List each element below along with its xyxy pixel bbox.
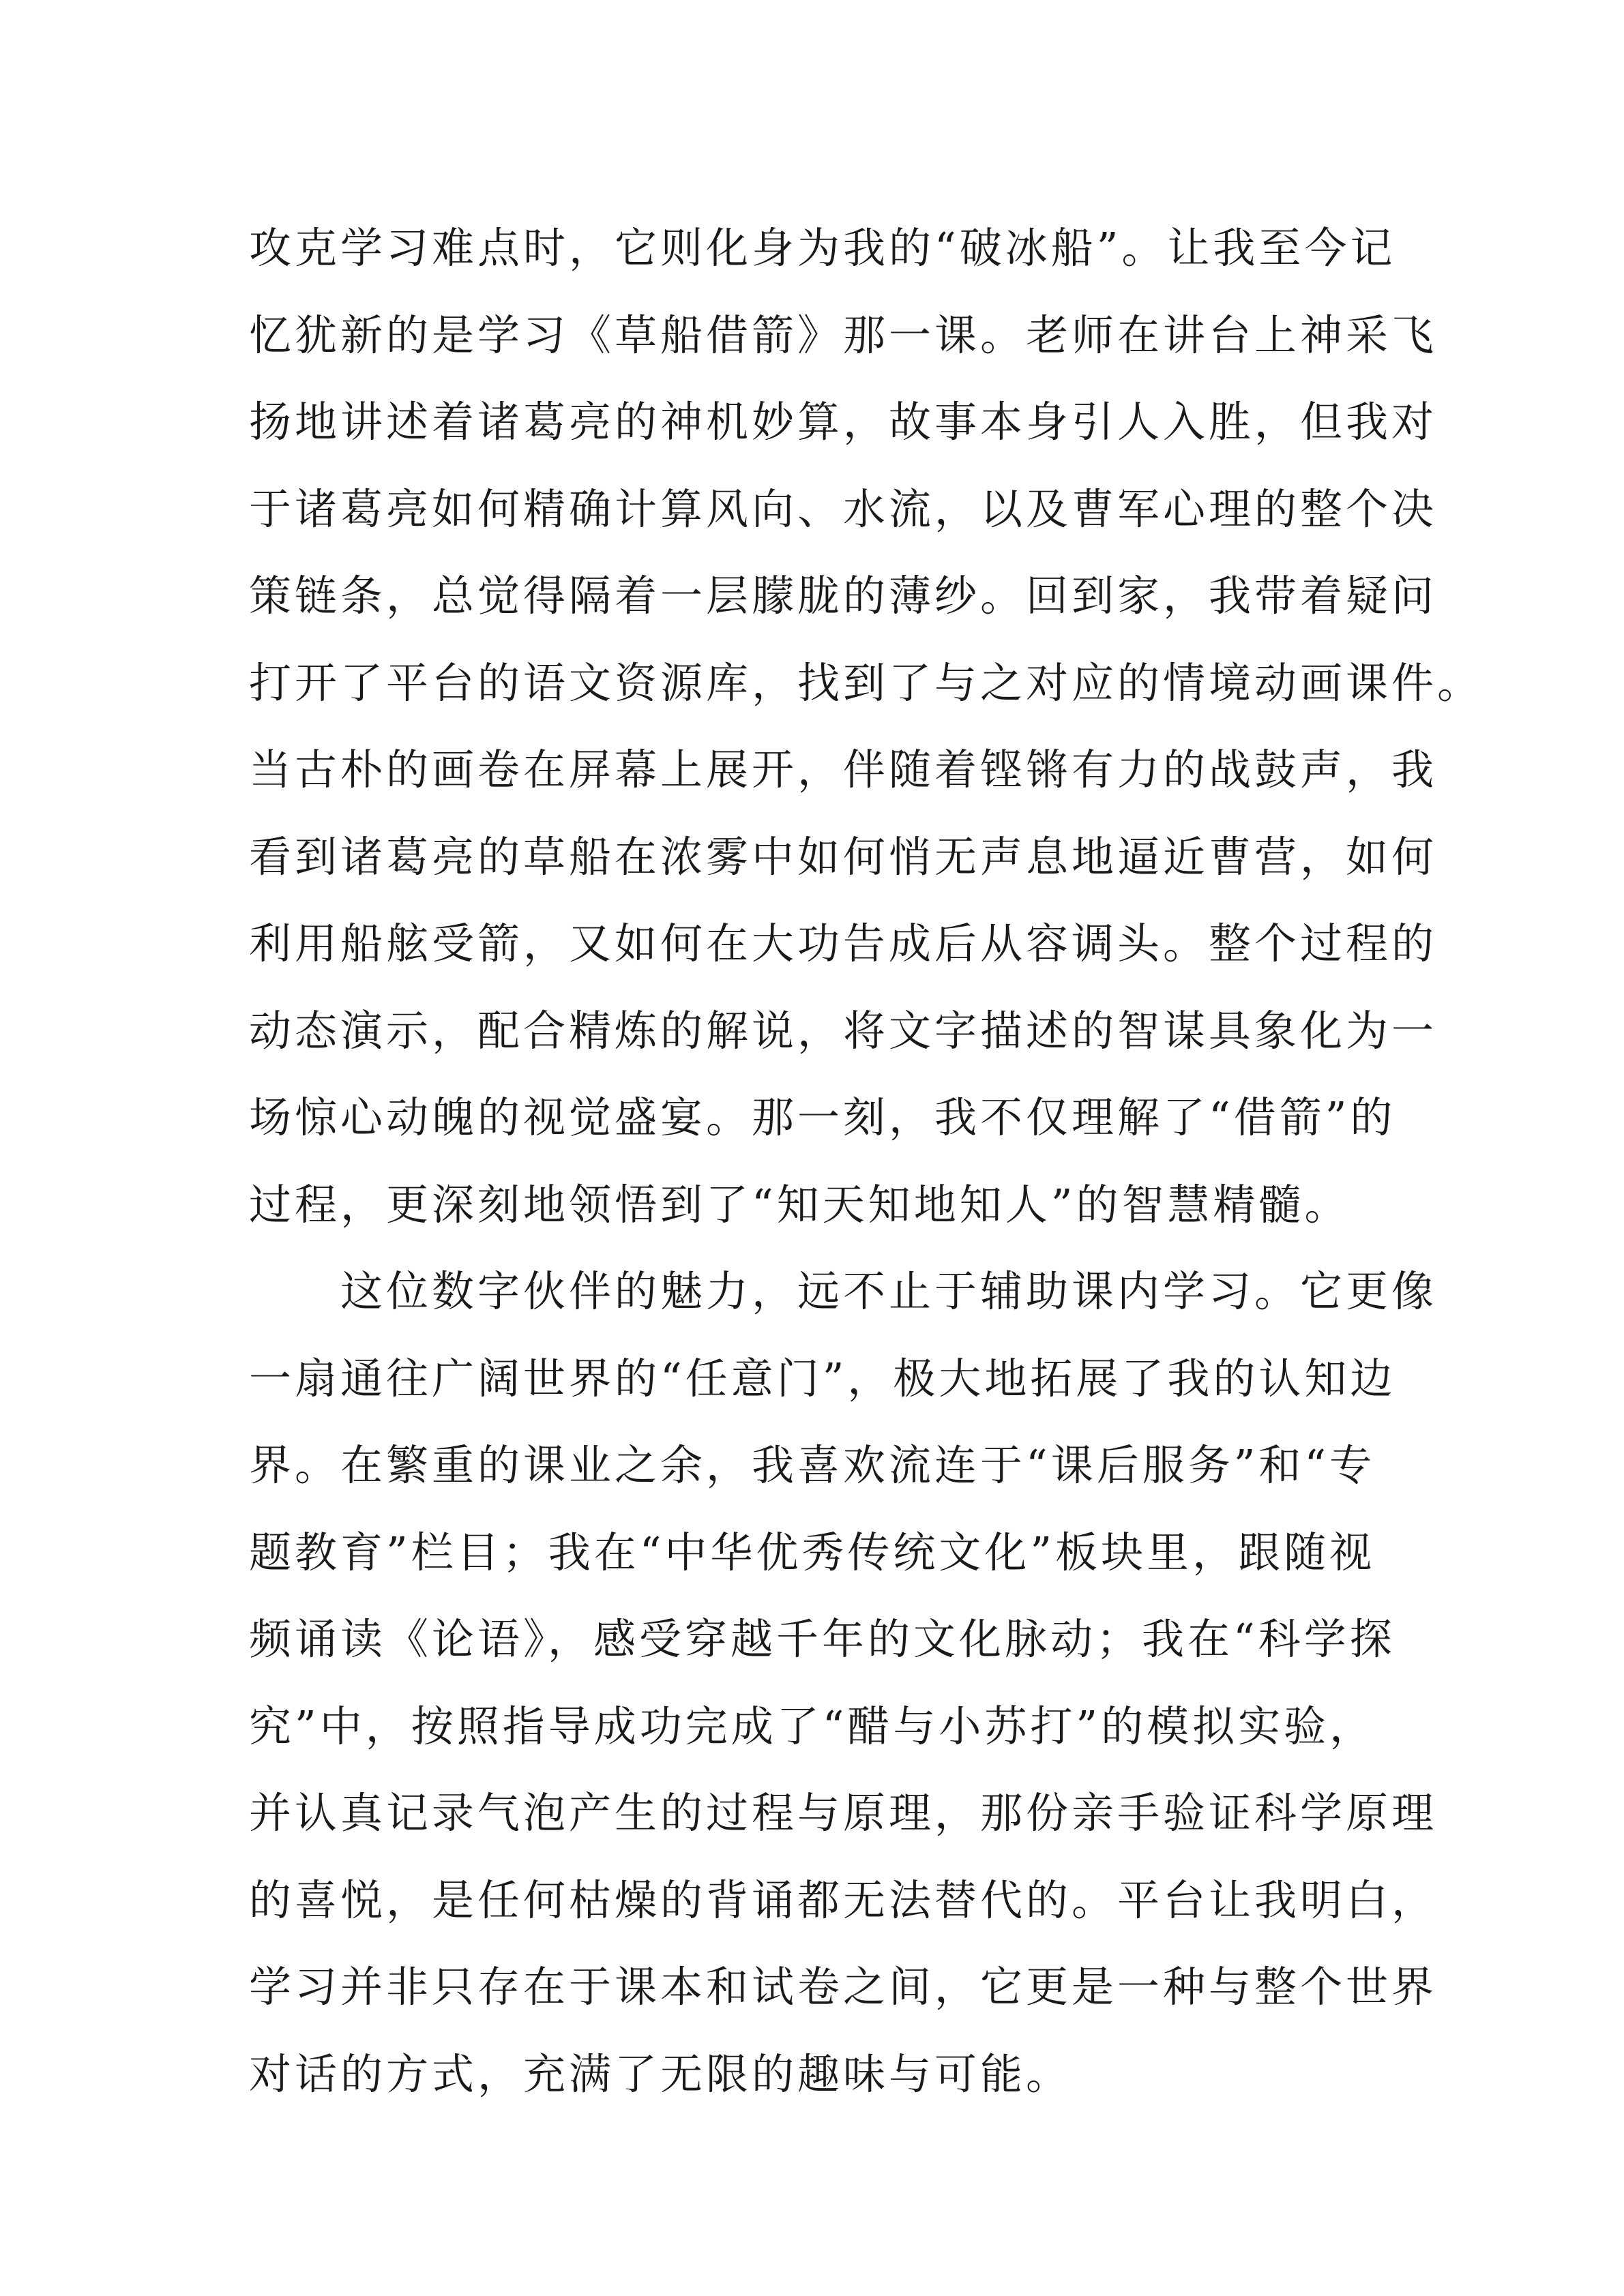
text-line: 对话的方式，充满了无限的趣味与可能。 [249, 2048, 1072, 2099]
text-line: 于诸葛亮如何精确计算风向、水流，以及曹军心理的整个决 [249, 483, 1438, 534]
text-line: 并认真记录气泡产生的过程与原理，那份亲手验证科学原理 [249, 1788, 1438, 1838]
text-line: 的喜悦，是任何枯燥的背诵都无法替代的。平台让我明白， [249, 1875, 1438, 1925]
text-line: 攻克学习难点时，它则化身为我的“破冰船”。让我至今记 [249, 223, 1396, 273]
text-line: 动态演示，配合精炼的解说，将文字描述的智谋具象化为一 [249, 1005, 1438, 1056]
text-line: 当古朴的画卷在屏幕上展开，伴随着铿锵有力的战鼓声，我 [249, 745, 1438, 794]
text-line: 看到诸葛亮的草船在浓雾中如何悄无声息地逼近曹营，如何 [249, 831, 1438, 882]
text-line: 利用船舷受箭，又如何在大功告成后从容调头。整个过程的 [249, 919, 1438, 968]
text-line: 一扇通往广阔世界的“任意门”，极大地拓展了我的认知边 [249, 1353, 1396, 1403]
text-line: 忆犹新的是学习《草船借箭》那一课。老师在讲台上神采飞 [249, 310, 1438, 360]
text-line: 究”中，按照指导成功完成了“醋与小苏打”的模拟实验， [249, 1701, 1376, 1751]
text-line: 频诵读《论语》，感受穿越千年的文化脉动；我在“科学探 [249, 1614, 1396, 1664]
text-line: 界。在繁重的课业之余，我喜欢流连于“课后服务”和“专 [249, 1440, 1376, 1490]
text-line: 学习并非只存在于课本和试卷之间，它更是一种与整个世界 [249, 1962, 1438, 2012]
body-text [249, 205, 1483, 2117]
text-line: 过程，更深刻地领悟到了“知天知地知人”的智慧精髓。 [249, 1179, 1350, 1229]
text-line: 打开了平台的语文资源库，找到了与之对应的情境动画课件。 [249, 657, 1483, 708]
text-line: 策链条，总觉得隔着一层朦胧的薄纱。回到家，我带着疑问 [249, 571, 1438, 621]
paragraph-start-line: 这位数字伙伴的魅力，远不止于辅助课内学习。它更像 [340, 1266, 1438, 1316]
text-line: 场惊心动魄的视觉盛宴。那一刻，我不仅理解了“借箭”的 [249, 1092, 1396, 1142]
text-line: 题教育”栏目；我在“中华优秀传统文化”板块里，跟随视 [249, 1527, 1376, 1577]
text-line: 扬地讲述着诸葛亮的神机妙算，故事本身引人入胜，但我对 [249, 397, 1438, 447]
